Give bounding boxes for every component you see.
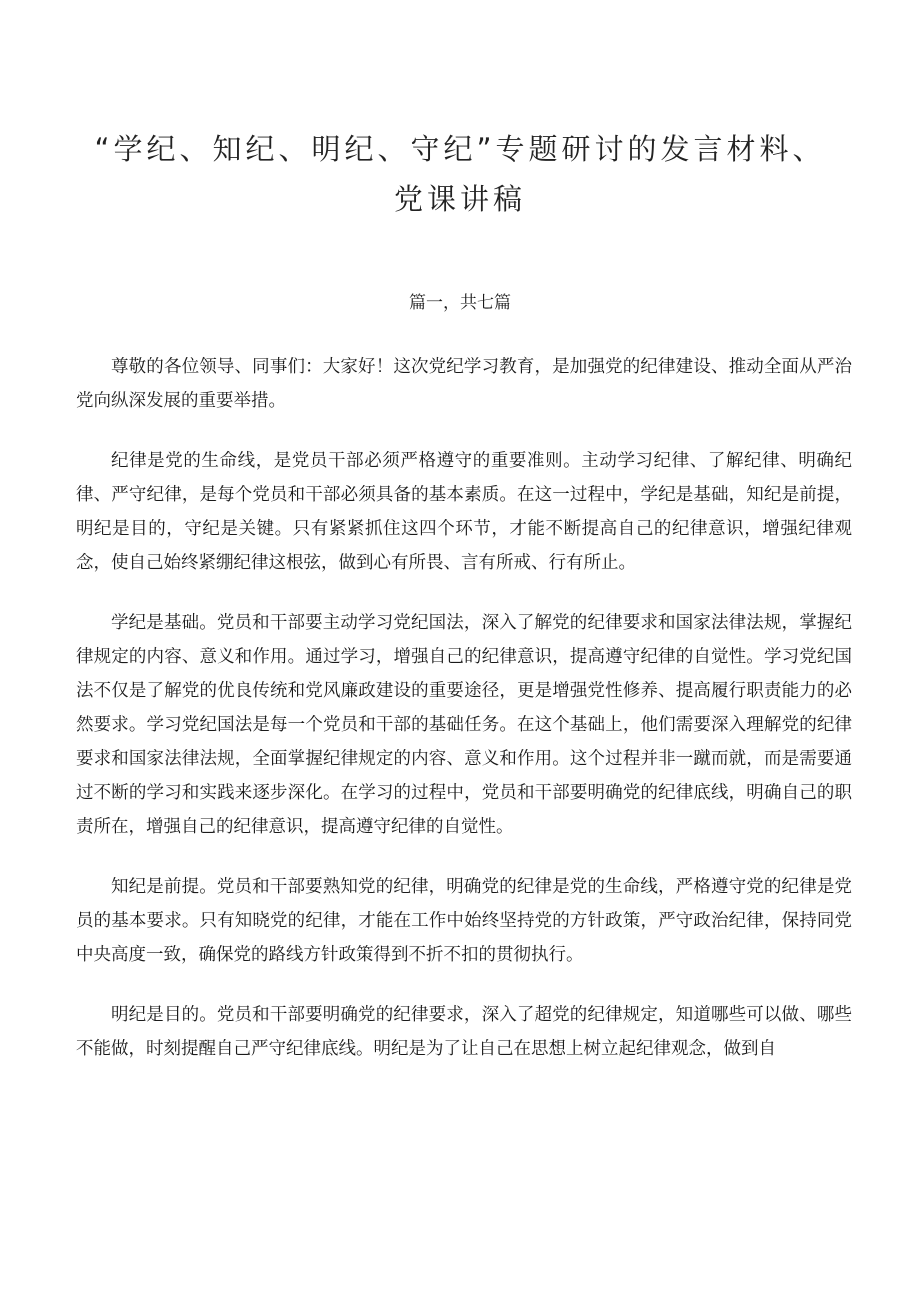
paragraph-discipline-lifeline: 纪律是党的生命线，是党员干部必须严格遵守的重要准则。主动学习纪律、了解纪律、明确纪律、严守纪律，是每个党员和干部必须具备的基本素质。在这一过程中，学纪是基础，知纪是前提，明纪是目的，守纪是关键。只有紧紧抓住这四个环节，才能不断提高自己的纪律意识，增强纪律观念，使自己始终紧绷纪律这根弦，做到心有所畏、言有所戒、行有所止。	[76, 451, 852, 573]
paragraph-greeting: 尊敬的各位领导、同事们：大家好！这次党纪学习教育，是加强党的纪律建设、推动全面从严治党向纵深发展的重要举措。	[76, 357, 852, 411]
paragraph-learn-discipline: 学纪是基础。党员和干部要主动学习党纪国法，深入了解党的纪律要求和国家法律法规，掌握纪律规定的内容、意义和作用。通过学习，增强自己的纪律意识，提高遵守纪律的自觉性。学习党纪国法不仅是了解党的优良传统和党风廉政建设的重要途径，更是增强党性修养、提高履行职责能力的必然要求。学习党纪国法是每一个党员和干部的基础任务。在这个基础上，他们需要深入理解党的纪律要求和国家法律法规，全面掌握纪律规定的内容、意义和作用。这个过程并非一蹴而就，而是需要通过不断的学习和实践来逐步深化。在学习的过程中，党员和干部要明确党的纪律底线，明确自己的职责所在，增强自己的纪律意识，提高遵守纪律的自觉性。	[76, 613, 852, 837]
paragraph-know-discipline: 知纪是前提。党员和干部要熟知党的纪律，明确党的纪律是党的生命线，严格遵守党的纪律是党员的基本要求。只有知晓党的纪律，才能在工作中始终坚持党的方针政策，严守政治纪律，保持同党中央高度一致，确保党的路线方针政策得到不折不扣的贯彻执行。	[76, 877, 852, 965]
document-body	[76, 350, 852, 1092]
document-title: “学纪、知纪、明纪、守纪”专题研讨的发言材料、党课讲稿	[94, 132, 826, 216]
document-subtitle: 篇一，共七篇	[409, 293, 511, 313]
paragraph-understand-discipline: 明纪是目的。党员和干部要明确党的纪律要求，深入了超党的纪律规定，知道哪些可以做、哪些不能做，时刻提醒自己严守纪律底线。明纪是为了让自己在思想上树立起纪律观念，做到自	[76, 1005, 852, 1059]
